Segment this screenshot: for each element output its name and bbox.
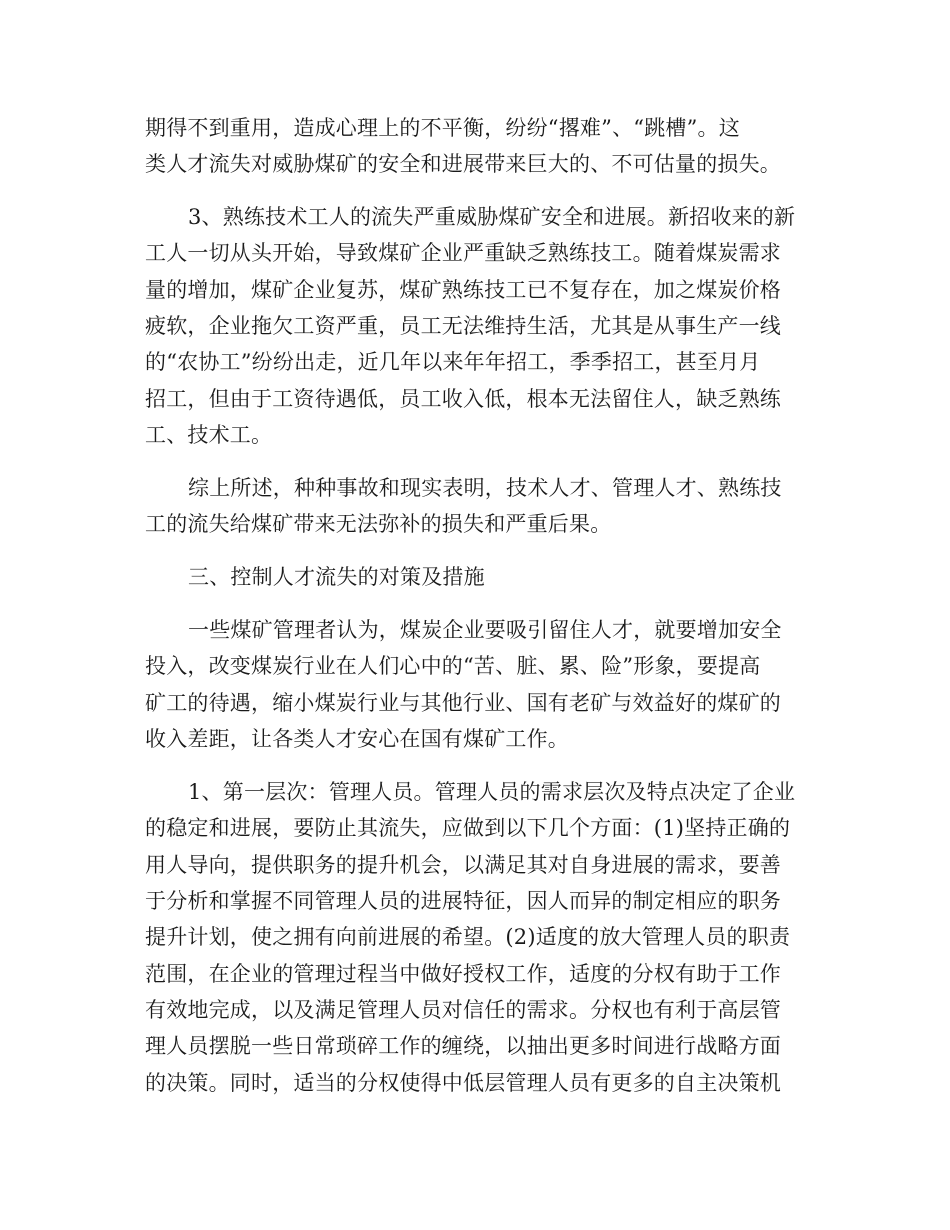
text-line: 工、技术工。 bbox=[145, 423, 273, 447]
text-line: 1、第一层次：管理人员。管理人员的需求层次及特点决定了企业 bbox=[188, 780, 796, 804]
text-line: 量的增加，煤矿企业复苏，煤矿熟练技工已不复存在，加之煤炭价格 bbox=[145, 278, 781, 302]
text-line: 类人才流失对威胁煤矿的安全和进展带来巨大的、不可估量的损失。 bbox=[145, 152, 781, 176]
section-heading: 三、控制人才流失的对策及措施 bbox=[188, 565, 485, 589]
text-line: 一些煤矿管理者认为，煤炭企业要吸引留住人才，就要增加安全 bbox=[188, 618, 782, 642]
text-line: 的“农协工”纷纷出走，近几年以来年年招工，季季招工，甚至月月 bbox=[145, 350, 761, 374]
text-line: 工人一切从头开始，导致煤矿企业严重缺乏熟练技工。随着煤炭需求 bbox=[145, 241, 781, 265]
text-line: 收入差距，让各类人才安心在国有煤矿工作。 bbox=[145, 727, 569, 751]
text-line: 工的流失给煤矿带来无法弥补的损失和严重后果。 bbox=[145, 512, 612, 536]
text-line: 3、熟练技术工人的流失严重威胁煤矿安全和进展。新招收来的新 bbox=[188, 205, 796, 229]
text-line: 范围，在企业的管理过程当中做好授权工作，适度的分权有助于工作 bbox=[145, 962, 781, 986]
text-line: 的稳定和进展，要防止其流失，应做到以下几个方面：(1)坚持正确的 bbox=[145, 816, 791, 840]
text-line: 有效地完成，以及满足管理人员对信任的需求。分权也有利于高层管 bbox=[145, 998, 781, 1022]
text-line: 的决策。同时，适当的分权使得中低层管理人员有更多的自主决策机 bbox=[145, 1071, 781, 1095]
text-line: 期得不到重用，造成心理上的不平衡，纷纷“撂难”、“跳槽”。这 bbox=[145, 116, 740, 140]
text-line: 招工，但由于工资待遇低，员工收入低，根本无法留住人，缺乏熟练 bbox=[145, 387, 781, 411]
text-line: 疲软，企业拖欠工资严重，员工无法维持生活，尤其是从事生产一线 bbox=[145, 314, 781, 338]
text-line: 理人员摆脱一些日常琐碎工作的缠绕，以抽出更多时间进行战略方面 bbox=[145, 1034, 781, 1058]
text-line: 于分析和掌握不同管理人员的进展特征，因人而异的制定相应的职务 bbox=[145, 889, 781, 913]
text-line: 矿工的待遇，缩小煤炭行业与其他行业、国有老矿与效益好的煤矿的 bbox=[145, 691, 781, 715]
text-line: 投入，改变煤炭行业在人们心中的“苦、脏、累、险”形象，要提高 bbox=[145, 654, 761, 678]
text-line: 综上所述，种种事故和现实表明，技术人才、管理人才、熟练技 bbox=[188, 476, 782, 500]
text-line: 用人导向，提供职务的提升机会，以满足其对自身进展的需求，要善 bbox=[145, 853, 781, 877]
text-line: 提升计划，使之拥有向前进展的希望。(2)适度的放大管理人员的职责 bbox=[145, 925, 791, 949]
